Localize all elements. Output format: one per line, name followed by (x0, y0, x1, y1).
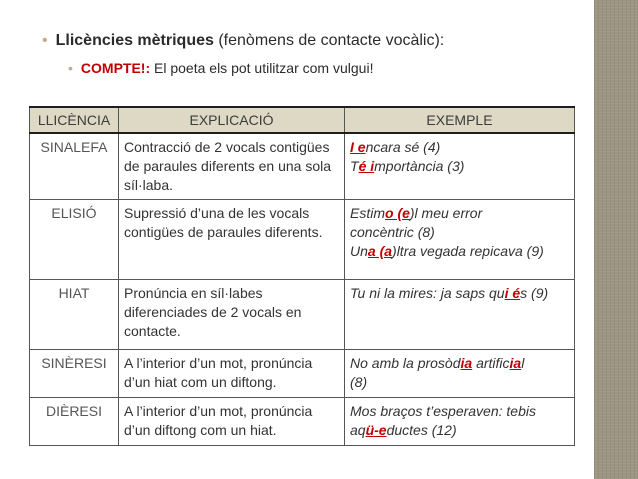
example-line (350, 223, 569, 242)
highlighted-vowels: a (a (367, 243, 393, 259)
warning-label: COMPTE!: (80, 60, 151, 76)
example-text: )ltra vegada repicava (9) (392, 243, 544, 259)
example-text: Tu ni la mires: ja saps qu (350, 285, 505, 301)
table-row (30, 280, 575, 350)
bullet-dot-icon: • (68, 60, 73, 76)
example-text: ductes (12) (386, 422, 457, 438)
row-name: DIÈRESI (30, 398, 119, 446)
header-llicencia: LLICÈNCIA (30, 107, 119, 133)
example-text: )l meu error (409, 205, 483, 221)
example-text: aq (350, 422, 366, 438)
example-text: Estim (350, 205, 385, 221)
example-line (350, 373, 569, 392)
bullet-warning (68, 60, 373, 76)
highlighted-vowels: o (e (385, 205, 410, 221)
highlighted-vowels: I e (350, 139, 366, 155)
decorative-side-bar (594, 0, 638, 479)
example-text: l (521, 355, 525, 371)
example-text: Un (350, 243, 368, 259)
row-explanation: A l’interior d’un mot, pronúncia d’un hiat com un diftong. (119, 350, 345, 398)
example-line (350, 284, 569, 303)
licenses-table (29, 106, 575, 446)
bullet-dot-icon: • (42, 32, 48, 49)
row-example (345, 280, 575, 350)
row-explanation: A l’interior d’un mot, pronúncia d’un diftong com un hiat. (119, 398, 345, 446)
row-example (345, 200, 575, 280)
warning-text: El poeta els pot utilitzar com vulgui! (150, 60, 374, 76)
example-text: No amb la prosòd (350, 355, 461, 371)
header-explicacio: EXPLICACIÓ (119, 107, 345, 133)
highlighted-vowels: ia (460, 355, 473, 371)
example-line (350, 138, 569, 157)
table-row (30, 200, 575, 280)
row-explanation: Supressió d’una de les vocals contigües de paraules diferents. (119, 200, 345, 280)
example-text: mportància (3) (374, 158, 465, 174)
row-name: SINALEFA (30, 133, 119, 200)
row-name: SINÈRESI (30, 350, 119, 398)
row-example (345, 398, 575, 446)
example-line (350, 242, 569, 261)
example-text: artific (472, 355, 510, 371)
row-explanation: Contracció de 2 vocals contigües de paraules diferents en una sola síl·laba. (119, 133, 345, 200)
bullet-heading-bold: Llicències mètriques (55, 32, 214, 49)
row-example (345, 350, 575, 398)
highlighted-vowels: i é (504, 285, 521, 301)
row-example (345, 133, 575, 200)
table-row (30, 398, 575, 446)
row-name: HIAT (30, 280, 119, 350)
highlighted-vowels: ü-e (365, 422, 387, 438)
bullet-heading-rest: (fenòmens de contacte vocàlic): (213, 32, 445, 49)
example-line (350, 402, 569, 421)
table-header-row (30, 107, 575, 133)
table-row (30, 133, 575, 200)
example-line (350, 354, 569, 373)
highlighted-vowels: é i (358, 158, 375, 174)
row-explanation: Pronúncia en síl·labes diferenciades de 2 vocals en contacte. (119, 280, 345, 350)
highlighted-vowels: ia (509, 355, 522, 371)
example-line (350, 421, 569, 440)
row-name: ELISIÓ (30, 200, 119, 280)
example-line (350, 157, 569, 176)
example-text: s (9) (520, 285, 549, 301)
bullet-heading (42, 32, 444, 50)
example-text: T (350, 158, 359, 174)
example-text: (8) (350, 374, 368, 390)
example-text: Mos braços t’esperaven: tebis (350, 403, 536, 419)
example-text: ncara sé (4) (365, 139, 441, 155)
example-line (350, 204, 569, 223)
header-exemple: EXEMPLE (345, 107, 575, 133)
table-row (30, 350, 575, 398)
example-text: concèntric (8) (350, 224, 435, 240)
